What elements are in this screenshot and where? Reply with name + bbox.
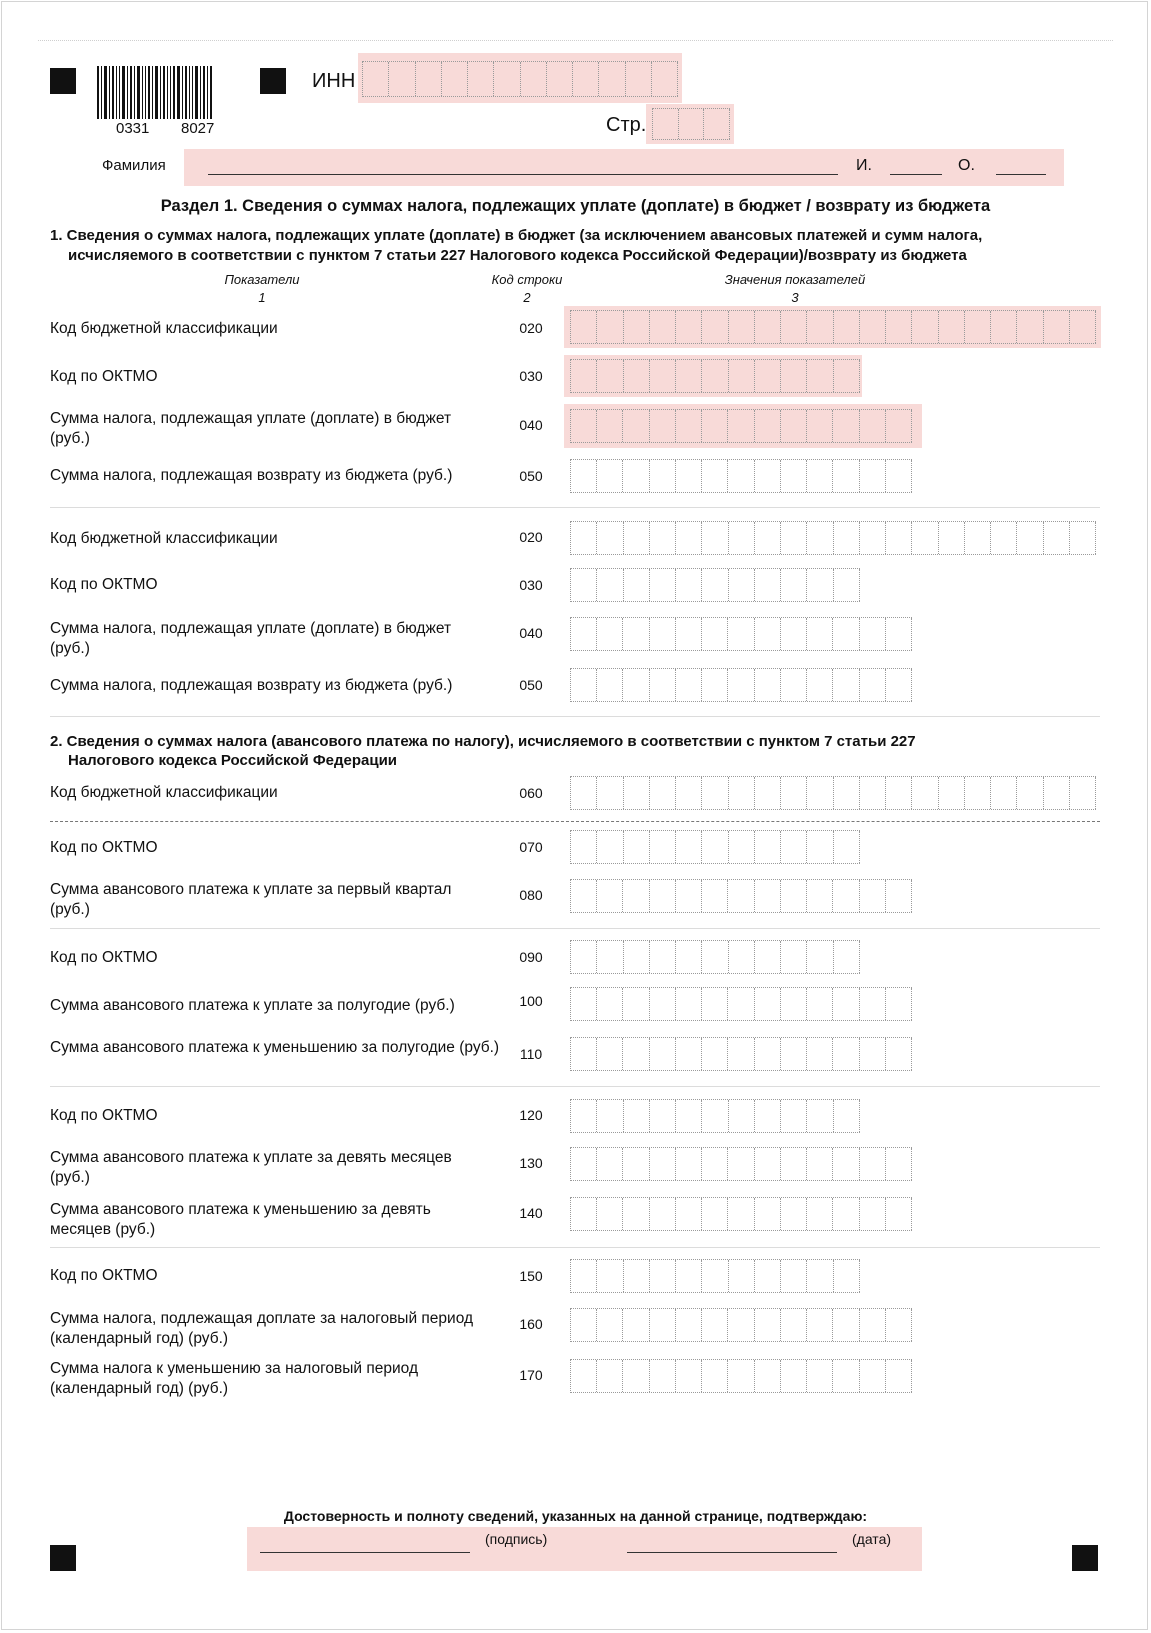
p2-row10-label: Код по ОКТМО: [50, 1267, 158, 1284]
inn-field[interactable]: [362, 61, 678, 97]
date-field[interactable]: [627, 1552, 837, 1553]
registration-marker-bottom-right: [1072, 1545, 1098, 1571]
initial-o-field[interactable]: [996, 174, 1046, 175]
p1-kbk-field-1[interactable]: [570, 310, 1096, 344]
p2-separator-3: [50, 1247, 1100, 1248]
p2-advance-half-year-field[interactable]: [570, 987, 912, 1021]
p2-row6-label: Сумма авансового платежа к уменьшению за полугодие (руб.): [50, 1039, 500, 1056]
p2-row3-label: Сумма авансового платежа к уплате за первый квартал (руб.): [50, 881, 452, 918]
col-header-values: Значения показателей: [724, 272, 866, 287]
registration-marker-bottom-left: [50, 1545, 76, 1571]
p2-row12-label: Сумма налога к уменьшению за налоговый период (календарный год) (руб.): [50, 1360, 418, 1397]
p2-tax-year-reduce-field[interactable]: [570, 1359, 912, 1393]
p2-row7-code: 120: [519, 1107, 543, 1123]
part2-title-line2: Налогового кодекса Российской Федерации: [68, 752, 398, 769]
p2-row12-code: 170: [519, 1367, 543, 1383]
p2-row1-label: Код бюджетной классификации: [50, 784, 278, 801]
p1-tax-refund-field-1[interactable]: [570, 459, 912, 493]
p1-kbk-field-2[interactable]: [570, 521, 1096, 555]
barcode-number-1: 0331: [116, 120, 150, 137]
registration-marker-top-right: [260, 68, 286, 94]
p1-tax-payable-field-2[interactable]: [570, 617, 912, 651]
p1-row6-code: 030: [519, 577, 543, 593]
p2-row4-label: Код по ОКТМО: [50, 949, 158, 966]
p1-row8-label: Сумма налога, подлежащая возврату из бюджета (руб.): [50, 677, 453, 694]
p1-row4-code: 050: [519, 468, 543, 484]
signature-caption: (подпись): [485, 1531, 548, 1547]
p2-oktmo-field-4[interactable]: [570, 1259, 860, 1293]
p2-reduce-half-year-field[interactable]: [570, 1037, 912, 1071]
p1-row2-label: Код по ОКТМО: [50, 368, 158, 385]
p2-oktmo-field-1[interactable]: [570, 830, 860, 864]
p2-row11-label: Сумма налога, подлежащая доплате за налоговый период (календарный год) (руб.): [50, 1310, 474, 1347]
top-dotted-line: [38, 40, 1113, 41]
p2-row2-code: 070: [519, 839, 543, 855]
p1-row6-label: Код по ОКТМО: [50, 576, 158, 593]
p1-row3-label: Сумма налога, подлежащая уплате (доплате) в бюджет (руб.): [50, 410, 452, 447]
p2-kbk-field[interactable]: [570, 776, 1096, 810]
p2-row5-code: 100: [519, 993, 543, 1009]
initial-o-label: О.: [958, 157, 975, 174]
part1-title-line1: 1. Сведения о суммах налога, подлежащих уплате (доплате) в бюджет (за исключением авансовых платежей и сумм налога,: [50, 227, 983, 244]
p1-row4-label: Сумма налога, подлежащая возврату из бюджета (руб.): [50, 467, 453, 484]
part-separator: [50, 716, 1100, 717]
p2-row4-code: 090: [519, 949, 543, 965]
surname-label: Фамилия: [102, 157, 166, 174]
signature-highlight: [247, 1527, 922, 1571]
p2-row3-code: 080: [519, 887, 543, 903]
p2-row8-label: Сумма авансового платежа к уплате за девять месяцев (руб.): [50, 1149, 452, 1186]
p2-separator-2: [50, 1086, 1100, 1087]
p1-row8-code: 050: [519, 677, 543, 693]
p1-tax-refund-field-2[interactable]: [570, 668, 912, 702]
inn-label: ИНН: [312, 70, 356, 92]
p2-row2-label: Код по ОКТМО: [50, 839, 158, 856]
p1-tax-payable-field-1[interactable]: [570, 409, 912, 443]
p1-block-separator: [50, 507, 1100, 508]
col-header-values-num: 3: [791, 290, 799, 305]
col-header-indicators-num: 1: [258, 290, 266, 305]
p2-row7-label: Код по ОКТМО: [50, 1107, 158, 1124]
p2-row1-code: 060: [519, 785, 543, 801]
col-header-indicators: Показатели: [224, 272, 300, 287]
p2-row9-code: 140: [519, 1205, 543, 1221]
p2-dashed-separator: [50, 821, 1100, 822]
p2-row6-code: 110: [519, 1046, 543, 1062]
p1-row1-code: 020: [519, 320, 543, 336]
p1-row2-code: 030: [519, 368, 543, 384]
p1-row5-code: 020: [519, 529, 543, 545]
page-field[interactable]: [652, 108, 730, 140]
part2-title-line1: 2. Сведения о суммах налога (авансового платежа по налогу), исчисляемого в соответствии с пунктом 7 статьи 227: [50, 733, 916, 750]
p2-oktmo-field-2[interactable]: [570, 940, 860, 974]
p2-reduce-nine-months-field[interactable]: [570, 1197, 912, 1231]
p2-oktmo-field-3[interactable]: [570, 1099, 860, 1133]
p2-row9-label: Сумма авансового платежа к уменьшению за девять месяцев (руб.): [50, 1201, 431, 1238]
section-title: Раздел 1. Сведения о суммах налога, подлежащих уплате (доплате) в бюджет / возврату из бюджета: [160, 197, 991, 215]
p2-separator-1: [50, 928, 1100, 929]
signature-field[interactable]: [260, 1552, 470, 1553]
barcode-number-2: 8027: [181, 120, 215, 137]
surname-highlight: [184, 149, 1064, 186]
p1-oktmo-field-2[interactable]: [570, 568, 860, 602]
p2-tax-year-payable-field[interactable]: [570, 1308, 912, 1342]
p1-row7-code: 040: [519, 625, 543, 641]
p1-row3-code: 040: [519, 417, 543, 433]
p2-row5-label: Сумма авансового платежа к уплате за полугодие (руб.): [50, 997, 455, 1014]
p1-row7-label: Сумма налога, подлежащая уплате (доплате) в бюджет (руб.): [50, 620, 452, 657]
initial-i-label: И.: [856, 157, 872, 174]
registration-marker-top-left: [50, 68, 76, 94]
confirmation-text: Достоверность и полноту сведений, указанных на данной странице, подтверждаю:: [283, 1508, 868, 1524]
col-header-line-code: Код строки: [491, 272, 563, 287]
col-header-line-code-num: 2: [523, 290, 531, 305]
p2-advance-q1-field[interactable]: [570, 879, 912, 913]
page-label: Стр.: [606, 114, 647, 136]
p1-row1-label: Код бюджетной классификации: [50, 320, 278, 337]
p2-row10-code: 150: [519, 1268, 543, 1284]
date-caption: (дата): [852, 1531, 892, 1547]
surname-field[interactable]: [208, 174, 838, 175]
barcode: [97, 66, 239, 119]
initial-i-field[interactable]: [890, 174, 942, 175]
p2-advance-nine-months-field[interactable]: [570, 1147, 912, 1181]
p1-row5-label: Код бюджетной классификации: [50, 530, 278, 547]
p1-oktmo-field-1[interactable]: [570, 359, 860, 393]
part1-title-line2: исчисляемого в соответствии с пунктом 7 статьи 227 Налогового кодекса Российской Федерации)/возврату из бюджета: [68, 247, 967, 264]
p2-row11-code: 160: [519, 1316, 543, 1332]
p2-row8-code: 130: [519, 1155, 543, 1171]
